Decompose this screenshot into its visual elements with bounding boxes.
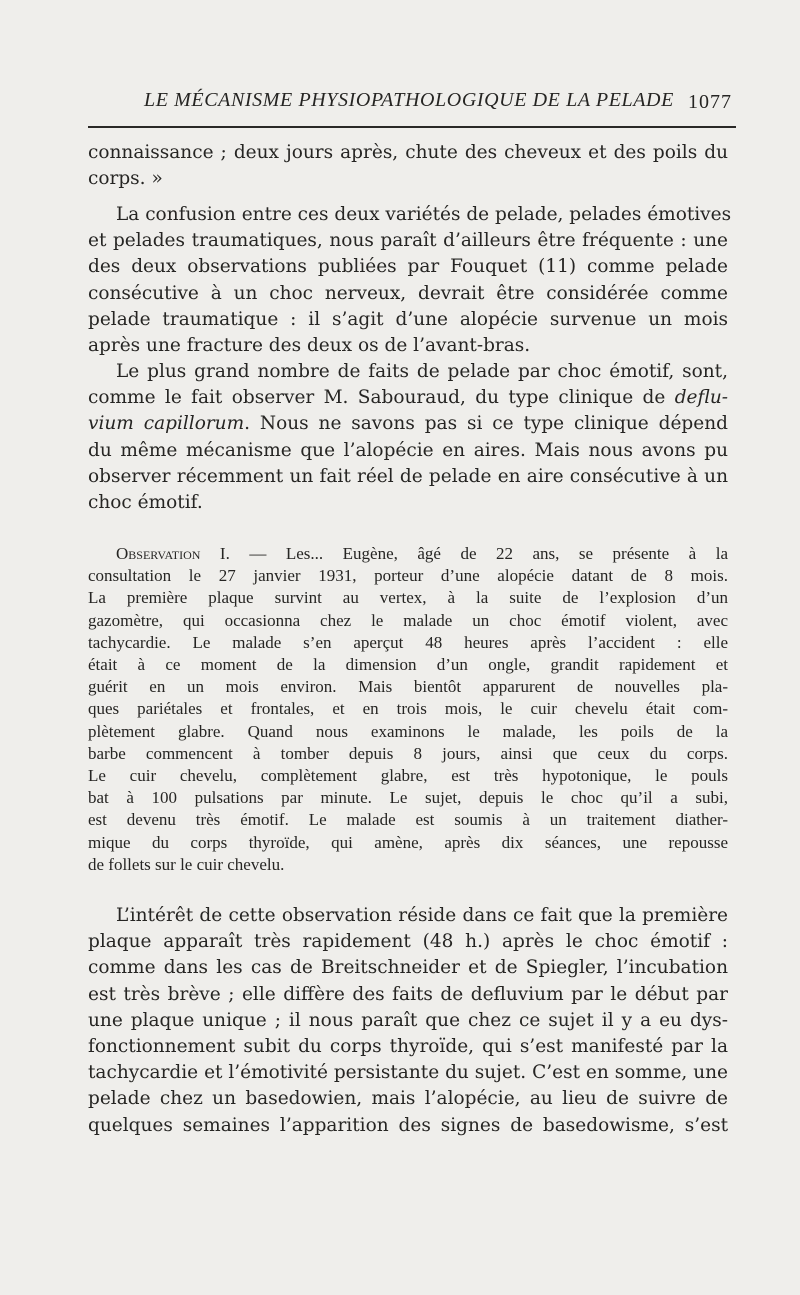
text-line: pelade chez un basedowien, mais l’alopécie, au lieu de suivre de [88, 1088, 728, 1110]
text-line: ques pariétales et frontales, et en trois mois, le cuir chevelu était com- [88, 699, 728, 719]
text-line: La première plaque survint au vertex, à la suite de l’explosion d’un [88, 588, 728, 608]
text-line: et pelades traumatiques, nous paraît d’ailleurs être fréquente : une [88, 230, 728, 252]
paragraph-choc-emotif [88, 359, 728, 516]
header-rule [88, 126, 736, 128]
text-line: L’intérêt de cette observation réside dans ce fait que la première [116, 905, 728, 926]
text-line: guérit en un mois environ. Mais bientôt apparurent de nouvelles pla- [88, 677, 728, 697]
text-line: consécutive à un choc nerveux, devrait être considérée comme [88, 282, 728, 304]
text-line: tachycardie. Le malade s’en aperçut 48 heures après l’accident : elle [88, 632, 728, 652]
text-segment: . Nous ne savons pas si ce type clinique dépend [244, 413, 728, 435]
text-line: était à ce moment de la dimension d’un ongle, grandit rapidement et [88, 655, 728, 675]
text-line: une plaque unique ; il nous paraît que chez ce sujet il y a eu dys- [88, 1009, 728, 1031]
observation-block [88, 543, 728, 876]
text-line: après une fracture des deux os de l’avant-bras. [88, 335, 531, 357]
text-line [88, 543, 728, 565]
text-line: plètement glabre. Quand nous examinons le malade, les poils de la [88, 721, 728, 741]
text-line: observer récemment un fait réel de pelade en aire consécutive à un [88, 465, 728, 487]
text-line: plaque apparaît très rapidement (48 h.) après le choc émotif : [88, 931, 728, 953]
text-line: est devenu très émotif. Le malade est soumis à un traitement diather- [88, 810, 728, 830]
text-line: tachycardie et l’émotivité persistante du sujet. C’est en somme, une [88, 1062, 728, 1084]
text-line: connaissance ; deux jours après, chute des cheveux et des poils du [88, 142, 728, 163]
running-title: LE MÉCANISME PHYSIOPATHOLOGIQUE DE LA PELADE [144, 89, 674, 111]
italic-term: vium capillorum [88, 413, 245, 435]
text-line [88, 385, 728, 411]
page-number: 1077 [688, 91, 732, 113]
text-line: fonctionnement subit du corps thyroïde, qui s’est manifesté par la [88, 1036, 728, 1058]
text-line: corps. » [88, 168, 163, 190]
text-line: gazomètre, qui occasionna chez le malade un choc émotif violent, avec [88, 610, 728, 630]
text-line: est très brève ; elle diffère des faits de defluvium par le début par [88, 983, 728, 1005]
text-line: quelques semaines l’apparition des signes de basedowisme, s’est [88, 1114, 728, 1136]
text-line: La confusion entre ces deux variétés de pelade, pelades émotives [116, 204, 732, 225]
text-segment: — Les... Eugène, âgé de 22 ans, se présente à la [229, 544, 728, 563]
text-line: de follets sur le cuir chevelu. [88, 854, 285, 874]
italic-term: deflu- [674, 387, 728, 409]
paragraph-interet [88, 903, 728, 1139]
observation-label: Observation I. [116, 544, 230, 563]
text-line: barbe commencent à tomber depuis 8 jours, ainsi que ceux du corps. [88, 743, 728, 763]
text-segment: comme le fait observer M. Sabouraud, du type clinique de [88, 387, 675, 409]
text-line [88, 411, 728, 437]
text-line: Le cuir chevelu, complètement glabre, est très hypotonique, le pouls [88, 766, 728, 786]
text-line: bat à 100 pulsations par minute. Le sujet, depuis le choc qu’il a subi, [88, 788, 728, 808]
text-line: du même mécanisme que l’alopécie en aires. Mais nous avons pu [88, 439, 728, 461]
text-line: mique du corps thyroïde, qui amène, après dix séances, une repousse [88, 832, 728, 852]
paragraph-confusion [88, 202, 732, 359]
text-line: Le plus grand nombre de faits de pelade par choc émotif, sont, [116, 361, 728, 382]
running-header [88, 89, 738, 119]
text-line: comme dans les cas de Breitschneider et de Spiegler, l’incubation [88, 957, 728, 979]
text-line: consultation le 27 janvier 1931, porteur d’une alopécie datant de 8 mois. [88, 566, 728, 586]
text-line: des deux observations publiées par Fouquet (11) comme pelade [88, 256, 728, 278]
text-line: pelade traumatique : il s’agit d’une alopécie survenue un mois [88, 308, 728, 330]
text-line: choc émotif. [88, 492, 203, 514]
paragraph-continuation [88, 140, 728, 192]
